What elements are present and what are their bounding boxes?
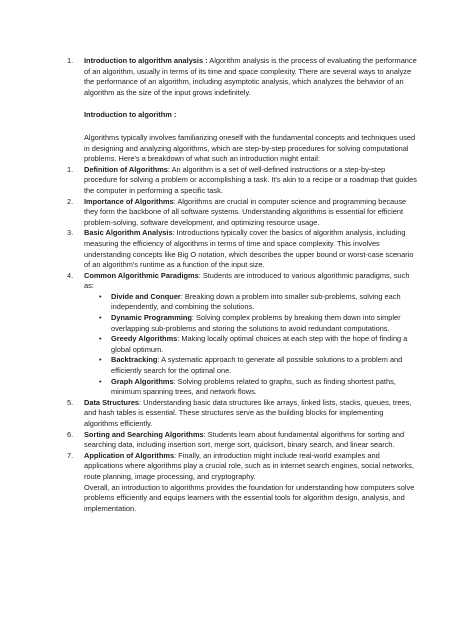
list-item (67, 165, 419, 197)
item-text: : Solving problems related to graphs, such as finding shortest paths, minimum spanning trees, and network flows. (111, 376, 396, 397)
top-list-item (67, 56, 419, 98)
item-text: Algorithm analysis is the process of evaluating the performance of an algorithm, usually in terms of its time and space complexity. There are several ways to analyze the performance of an algorithm, including asymptotic analysis, which analyzes the behavior of an algorithm as the size of the input grows indefinitely. (84, 56, 417, 97)
bullet-item (67, 355, 419, 376)
list-item-body (67, 228, 419, 270)
bullet-icon: • (99, 291, 102, 301)
item-text: : Introductions typically cover the basics of algorithm analysis, including measuring the efficiency of algorithms in terms of time and space complexity. This involves understanding concepts like Big O notation, which describes the upper bound or worst-case scenario of an algorithm's runtime as a function of the input size. (84, 228, 414, 270)
item-term: Greedy Algorithms (111, 334, 178, 344)
list-number: 4. (67, 270, 74, 280)
bullet-item (67, 292, 419, 313)
bullet-item (67, 377, 419, 398)
closing-paragraph: Overall, an introduction to algorithms provides the foundation for understanding how computers solve problems efficiently and equips learners with the essential tools for algorithm design, analysis, and implementation. (84, 482, 415, 513)
item-term: Importance of Algorithms (84, 196, 174, 206)
list-item (67, 197, 419, 229)
list-item-body (67, 197, 419, 229)
item-term: Divide and Conquer (111, 291, 181, 301)
list-item (67, 398, 419, 430)
document-body (67, 56, 419, 514)
list-number: 6. (67, 429, 74, 439)
list-item-body (67, 430, 419, 451)
list-number: 3. (67, 228, 74, 238)
list-item-body (67, 398, 419, 430)
intro-heading: Introduction to algorithm : (84, 110, 177, 120)
numbered-list (67, 165, 419, 515)
item-text: : A systematic approach to generate all possible solutions to a problem and efficiently search for the optimal one. (111, 355, 403, 376)
item-term: Basic Algorithm Analysis (84, 228, 173, 238)
item-text: : Students are introduced to various algorithmic paradigms, such as: (84, 270, 410, 291)
intro-paragraph: Algorithms typically involves familiarizing oneself with the fundamental concepts and techniques used in designing and analyzing algorithms, which are step-by-step procedures for solving computational problems. Here's a breakdown of what such an introduction might entail: (84, 132, 416, 164)
item-term: Sorting and Searching Algorithms (84, 429, 204, 439)
list-item-body (67, 56, 419, 98)
list-number: 1. (67, 56, 74, 65)
item-text: : Understanding basic data structures like arrays, linked lists, stacks, queues, trees, and hash tables is essential. These structures serve as the building blocks for implementing algorithms efficiently. (84, 397, 412, 428)
item-term: Application of Algorithms (84, 450, 175, 460)
item-term: Graph Algorithms (111, 376, 174, 386)
item-term: Backtracking (111, 355, 158, 365)
paradigm-bullet-list (67, 292, 419, 398)
item-text: : Students learn about fundamental algorithms for sorting and searching data, including insertion sort, merge sort, quicksort, binary search, and linear search. (84, 429, 405, 450)
list-number: 1. (67, 164, 74, 174)
item-text: : Finally, an introduction might include real-world examples and applications where algorithms play a crucial role, such as in internet search engines, social networks, route planning, image processing, and cryptography. (84, 450, 414, 481)
item-term: Common Algorithmic Paradigms (84, 270, 199, 280)
list-item (67, 430, 419, 451)
list-item (67, 228, 419, 270)
item-term: Definition of Algorithms (84, 164, 168, 174)
list-number: 2. (67, 196, 74, 206)
item-text: : An algorithm is a set of well-defined instructions or a step-by-step procedure for solving a problem or accomplishing a task. It's akin to a recipe or a roadmap that guides the computer in performing a specific task. (84, 164, 417, 195)
bullet-item (67, 334, 419, 355)
list-item-body (67, 451, 419, 483)
list-number: 7. (67, 450, 74, 460)
bullet-icon: • (99, 334, 102, 344)
item-text: : Solving complex problems by breaking them down into simpler overlapping sub-problems and storing the solutions to avoid redundant computations. (111, 313, 401, 333)
list-item-body (67, 271, 419, 292)
item-term: Introduction to algorithm analysis : (84, 56, 208, 65)
item-term: Data Structures (84, 397, 140, 407)
list-item (67, 271, 419, 398)
item-term: Dynamic Programming (111, 313, 192, 323)
list-number: 5. (67, 397, 74, 407)
item-text: : Breaking down a problem into smaller sub-problems, solving each independently, and combining the solutions. (111, 291, 401, 312)
bullet-icon: • (99, 355, 102, 365)
bullet-icon: • (99, 313, 102, 323)
list-item-body (67, 165, 419, 197)
item-text: : Algorithms are crucial in computer science and programming because they form the backbone of all software systems. Understanding algorithms is essential for efficient problem-solving, software development, and optimizing resource usage. (84, 196, 407, 227)
list-item (67, 451, 419, 515)
bullet-item (67, 313, 419, 334)
item-text: : Making locally optimal choices at each step with the hope of finding a global optimum. (111, 334, 408, 354)
bullet-icon: • (99, 376, 102, 386)
